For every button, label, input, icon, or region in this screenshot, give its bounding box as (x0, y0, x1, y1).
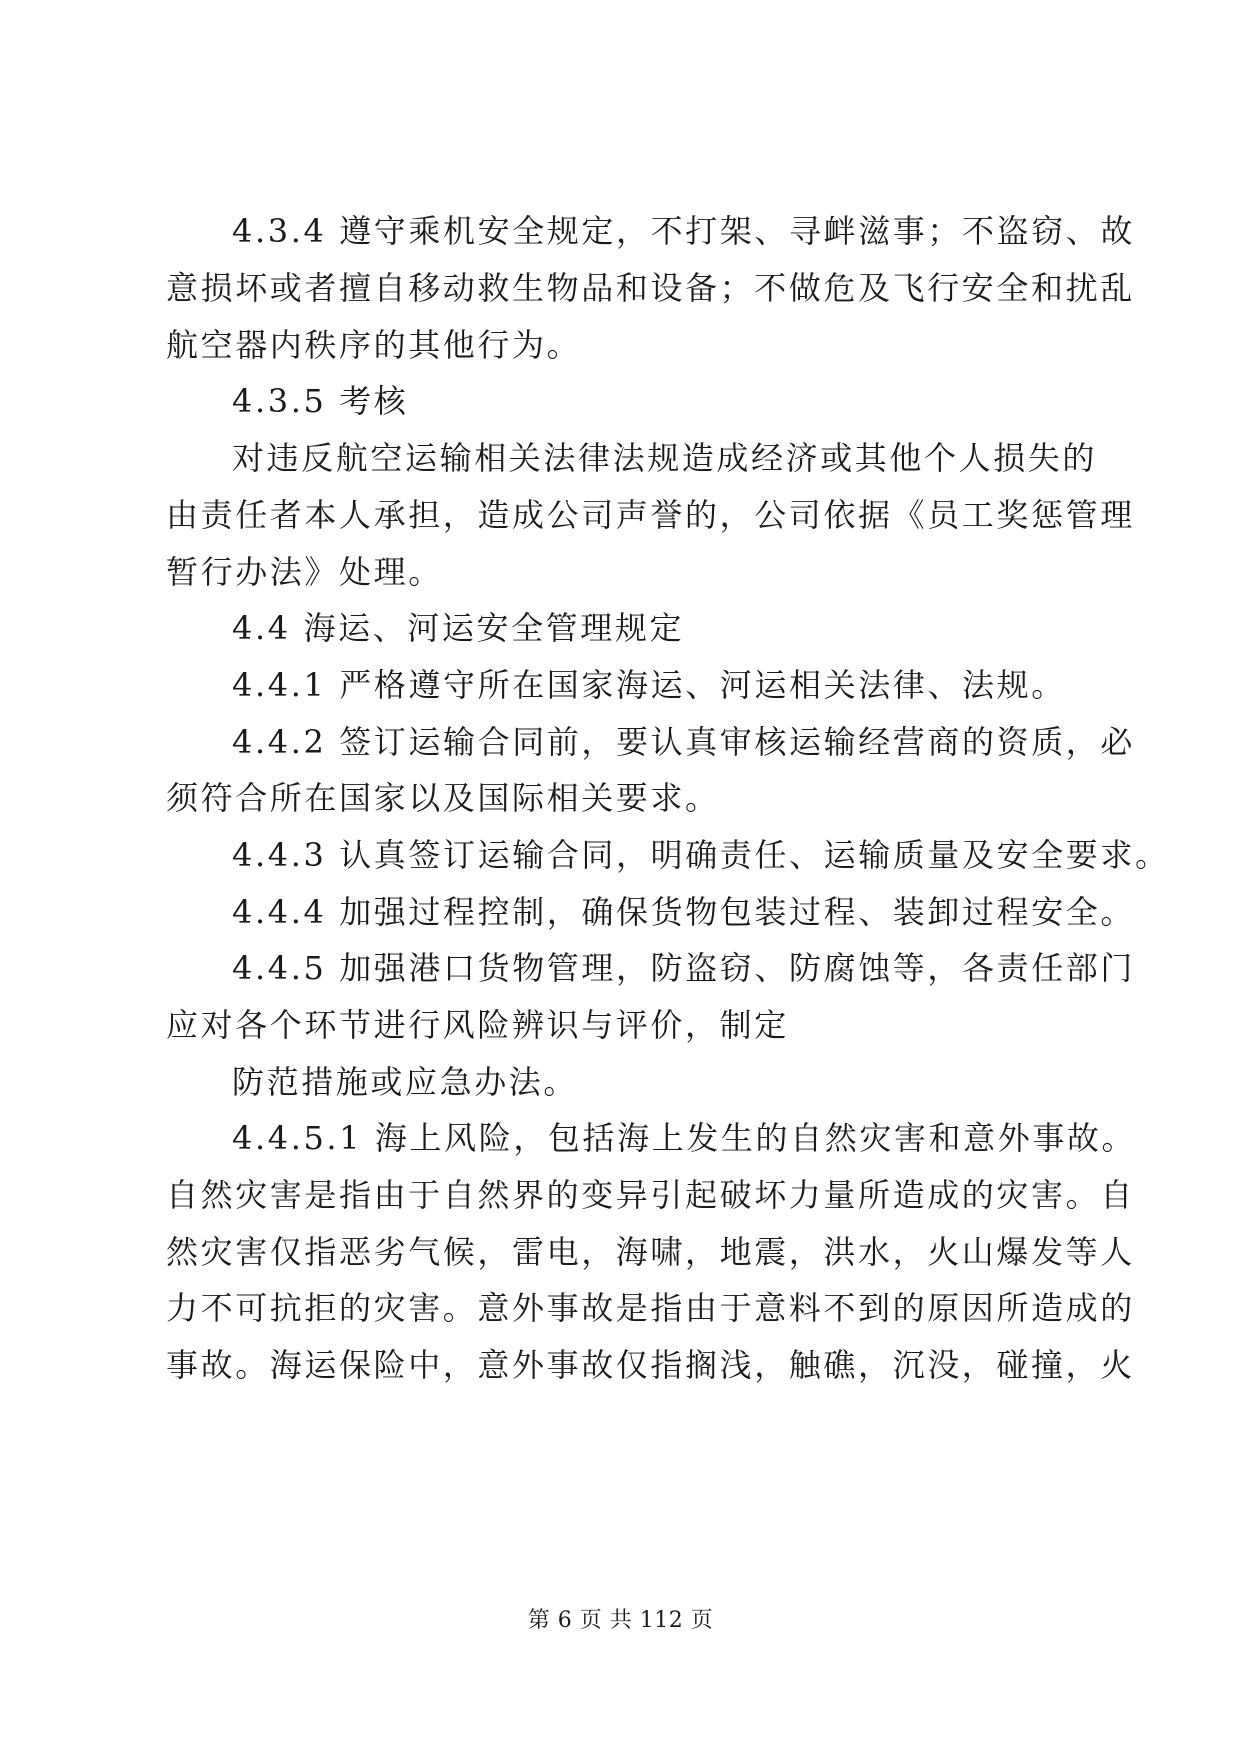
paragraph-line: 4.4.3 认真签订运输合同，明确责任、运输质量及安全要求。 (232, 836, 1170, 874)
paragraph-line: 须符合所在国家以及国际相关要求。 (166, 779, 720, 817)
paragraph-line: 暂行办法》处理。 (166, 553, 443, 591)
paragraph-line: 自然灾害是指由于自然界的变异引起破坏力量所造成的灾害。自 (166, 1176, 1135, 1214)
section-heading: 4.3.5 考核 (232, 382, 409, 420)
paragraph-line: 4.3.4 遵守乘机安全规定，不打架、寻衅滋事；不盗窃、故 (232, 212, 1135, 250)
paragraph-line: 意损坏或者擅自移动救生物品和设备；不做危及飞行安全和扰乱 (166, 269, 1135, 307)
paragraph-line: 事故。海运保险中，意外事故仅指搁浅，触礁，沉没，碰撞，火 (166, 1346, 1135, 1384)
paragraph-line: 应对各个环节进行风险辨识与评价，制定 (166, 1006, 789, 1044)
section-heading: 4.4 海运、河运安全管理规定 (232, 609, 685, 647)
paragraph-line: 由责任者本人承担，造成公司声誉的，公司依据《员工奖惩管理 (166, 496, 1135, 534)
paragraph-line: 对违反航空运输相关法律法规造成经济或其他个人损失的 (232, 439, 1098, 477)
paragraph-line: 4.4.2 签订运输合同前，要认真审核运输经营商的资质，必 (232, 723, 1135, 761)
paragraph-line: 4.4.1 严格遵守所在国家海运、河运相关法律、法规。 (232, 666, 1066, 704)
paragraph-line: 4.4.5 加强港口货物管理，防盗窃、防腐蚀等，各责任部门 (232, 949, 1135, 987)
paragraph-line: 4.4.5.1 海上风险，包括海上发生的自然灾害和意外事故。 (232, 1119, 1137, 1157)
paragraph-line: 防范措施或应急办法。 (232, 1063, 579, 1101)
paragraph-line: 航空器内秩序的其他行为。 (166, 326, 582, 364)
paragraph-line: 然灾害仅指恶劣气候，雷电，海啸，地震，洪水，火山爆发等人 (166, 1233, 1135, 1271)
paragraph-line: 力不可抗拒的灾害。意外事故是指由于意料不到的原因所造成的 (166, 1289, 1135, 1327)
paragraph-line: 4.4.4 加强过程控制，确保货物包装过程、装卸过程安全。 (232, 893, 1135, 931)
page-footer: 第 6 页 共 112 页 (527, 1608, 714, 1633)
